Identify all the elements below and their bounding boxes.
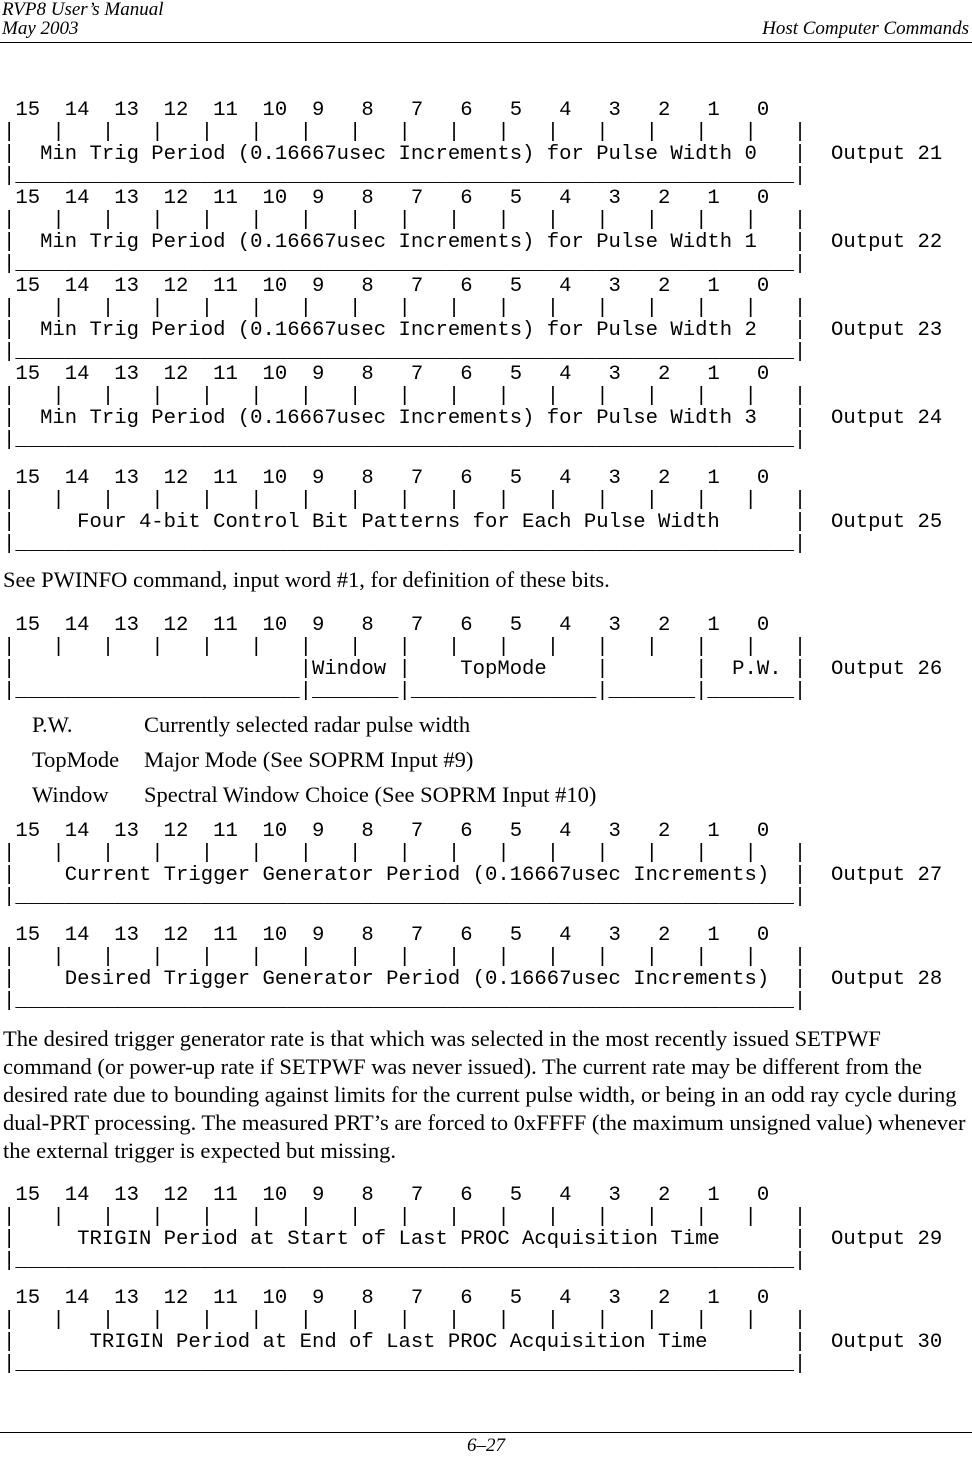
register-diagram-output-27: 15 14 13 12 11 10 9 8 7 6 5 4 3 2 1 0 | | | | | | | | | | | | | | | | | | Current Trigger Generator Period (0.16667usec Increments) | Output 27 |_______________________________________________________________|: [3, 820, 943, 909]
header-date: May 2003: [2, 18, 79, 39]
legend-term: Window: [32, 781, 109, 807]
legend-desc: Major Mode (See SOPRM Input #9): [144, 746, 474, 772]
page-number: 6–27: [467, 1435, 505, 1456]
register-diagram-output-30: 15 14 13 12 11 10 9 8 7 6 5 4 3 2 1 0 | | | | | | | | | | | | | | | | | | TRIGIN Period at End of Last PROC Acquisition Time | Output 30 |_______________________________________________________________|: [3, 1287, 943, 1376]
register-diagram-output-22: 15 14 13 12 11 10 9 8 7 6 5 4 3 2 1 0 | | | | | | | | | | | | | | | | | | Min Trig Period (0.16667usec Increments) for Pulse Width 1 | Output 22 |_______________________________________________________________|: [3, 187, 943, 276]
field-legend: [26, 707, 602, 812]
trigger-rate-note: The desired trigger generator rate is that which was selected in the most recently issued SETPWF command (or power-up rate if SETPWF was never issued). The current rate may be different from the desired rate due to bounding against limits for the current pulse width, or being in an odd ray cycle during dual-PRT processing. The measured PRT’s are forced to 0xFFFF (the maximum unsigned value) whenever the external trigger is expected but missing.: [3, 1026, 966, 1163]
register-diagram-output-25: 15 14 13 12 11 10 9 8 7 6 5 4 3 2 1 0 | | | | | | | | | | | | | | | | | | Four 4-bit Control Bit Patterns for Each Pulse Width | Output 25 |_______________________________________________________________|: [3, 467, 943, 556]
legend-row: [26, 742, 602, 777]
legend-term: TopMode: [32, 746, 120, 772]
header-rule: [0, 42, 972, 43]
register-diagram-output-29: 15 14 13 12 11 10 9 8 7 6 5 4 3 2 1 0 | | | | | | | | | | | | | | | | | | TRIGIN Period at Start of Last PROC Acquisition Time | Output 29 |_______________________________________________________________|: [3, 1184, 943, 1273]
legend-term: P.W.: [32, 711, 73, 737]
header-section-title: Host Computer Commands: [762, 18, 969, 39]
legend-desc: Spectral Window Choice (See SOPRM Input #10): [144, 781, 597, 807]
register-diagram-output-23: 15 14 13 12 11 10 9 8 7 6 5 4 3 2 1 0 | | | | | | | | | | | | | | | | | | Min Trig Period (0.16667usec Increments) for Pulse Width 2 | Output 23 |_______________________________________________________________|: [3, 275, 943, 364]
legend-row: [26, 777, 602, 812]
register-diagram-output-26: 15 14 13 12 11 10 9 8 7 6 5 4 3 2 1 0 | | | | | | | | | | | | | | | | | | |Window | TopMode | | P.W. | Output 26 |_______________________|_______|_______________|_______|_______|: [3, 614, 943, 703]
legend-desc: Currently selected radar pulse width: [144, 711, 471, 737]
footer-rule: [0, 1432, 972, 1433]
legend-row: [26, 707, 602, 742]
pwinfo-note: See PWINFO command, input word #1, for definition of these bits.: [3, 567, 610, 592]
header-manual-title: RVP8 User’s Manual: [2, 0, 164, 20]
register-diagram-output-21: 15 14 13 12 11 10 9 8 7 6 5 4 3 2 1 0 | | | | | | | | | | | | | | | | | | Min Trig Period (0.16667usec Increments) for Pulse Width 0 | Output 21 |_______________________________________________________________|: [3, 99, 943, 188]
register-diagram-output-24: 15 14 13 12 11 10 9 8 7 6 5 4 3 2 1 0 | | | | | | | | | | | | | | | | | | Min Trig Period (0.16667usec Increments) for Pulse Width 3 | Output 24 |_______________________________________________________________|: [3, 363, 943, 452]
register-diagram-output-28: 15 14 13 12 11 10 9 8 7 6 5 4 3 2 1 0 | | | | | | | | | | | | | | | | | | Desired Trigger Generator Period (0.16667usec Increments) | Output 28 |_______________________________________________________________|: [3, 924, 943, 1013]
